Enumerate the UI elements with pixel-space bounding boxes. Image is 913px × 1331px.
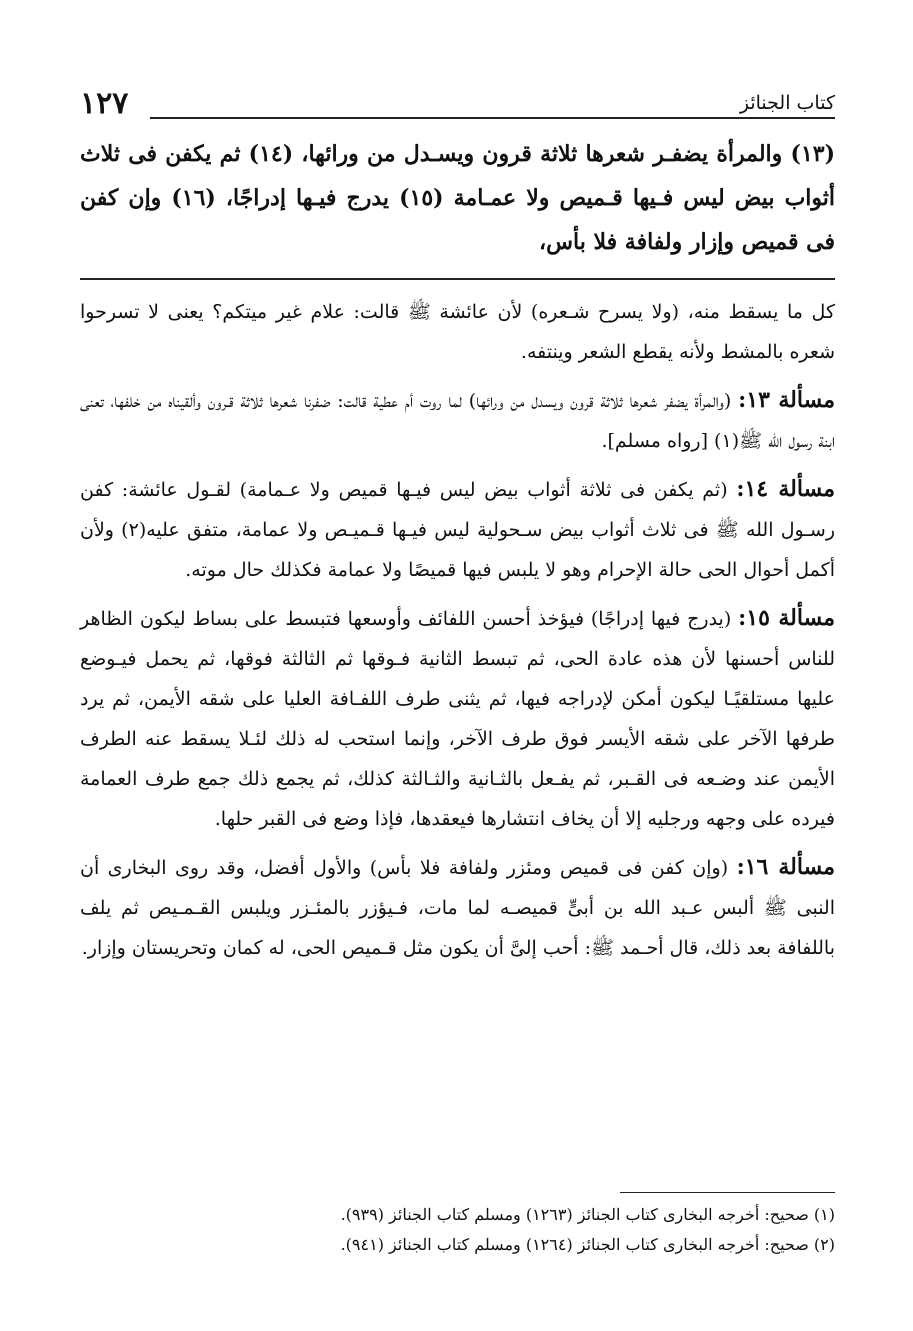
masala-16	[80, 847, 835, 968]
paragraph-continuation	[80, 292, 835, 372]
matn-divider	[80, 278, 835, 280]
footnote-2: (٢) صحيح: أخرجه البخارى كتاب الجنائز (١٢٦٤) ومسلم كتاب الجنائز (٩٤١).	[340, 1235, 835, 1254]
masala-label: مسألة ١٦:	[736, 854, 835, 880]
footnote-1: (١) صحيح: أخرجه البخارى كتاب الجنائز (١٢٦٣) ومسلم كتاب الجنائز (٩٣٩).	[340, 1205, 835, 1224]
running-title: كتاب الجنائز	[739, 92, 835, 114]
masala-13	[80, 380, 835, 461]
commentary	[80, 292, 835, 976]
masala-label: مسألة ١٤:	[736, 476, 835, 502]
footnotes	[80, 1200, 835, 1260]
footnote-rule	[620, 1192, 835, 1193]
page-number: ١٢٧	[80, 86, 129, 121]
paragraph-text: (ثم يكفن فى ثلاثة أثواب بيض ليس فيـها قميص ولا عـمامة) لقـول عائشة: كفن رسـول الله ﷺ فى ثلاث أثواب بيض سـحولية ليس فيـها قـميـص ولا عمامة، متفق عليه(٢) ولأن أكمل أحوال الحى حالة الإحرام وهو لا يلبس فيها قميصًا ولا عمامة فكذلك حال موته.	[80, 479, 835, 581]
paragraph-text: كل ما يسقط منه، (ولا يسرح شـعره) لأن عائشة ﷺ قالت: علام غير ميتكم؟ يعنى لا تسرحوا شعره بالمشط ولأنه يقطع الشعر وينتفه.	[80, 301, 835, 363]
masala-15	[80, 598, 835, 839]
paragraph-text: (وإن كفن فى قميص ومئزر ولفافة فلا بأس) والأول أفضل، وقد روى البخارى أن النبى ﷺ ألبس عـبد الله بن أبىٍّ قميصـه لما مات، فـيؤزر بالمئـزر ويلبس القـمـيص ثم يلف باللفافة بعد ذلك، قال أحـمد ﷺ: أحب إلىَّ أن يكون مثل قـميص الحى، له كمان وتحريستان وإزار.	[80, 857, 835, 959]
masala-label: مسألة ١٥:	[738, 605, 835, 631]
masala-14	[80, 469, 835, 590]
masala-label: مسألة ١٣:	[738, 387, 835, 413]
paragraph-text: (يدرج فيها إدراجًا) فيؤخذ أحسن اللفائف وأوسعها فتبسط على بساط ليكون الظاهر للناس أحسنها لأن هذه عادة الحى، ثم تبسط الثانية فـوقها ثم الثالثة فوقها، ثم يحمل فيـوضع عليها مستلقيًـا ليكون أمكن لإدراجه فيها، ثم يثنى طرف اللفـافة العليا على شقه الأيمن، ثم يرد طرفها الآخر على شقه الأيسر فوق طرف الآخر، وإنما استحب له ذلك لئـلا يسقط عنه الطرف الأيمن عند وضـعه فى القـبر، ثم يفـعل بالثـانية والثـالثة كذلك، ثم يجمع ذلك جمع طرف العمامة فيرده على وجهه ورجليه إلا أن يخاف انتشارها فيعقدها، فإذا وضع فى القبر حلها.	[80, 608, 835, 830]
paragraph-text: (والمرأة يضفر شعرها ثلاثة قرون ويسدل من ورائها) لما روت أم عطية قالت: ضفرنا شعرها ثلاثة قـرون وألقيناه من خلفها، تعنى ابنة رسول الله ﷺ(١) [رواه مسلم].	[80, 390, 835, 452]
matn-text: (١٣) والمرأة يضفـر شعرها ثلاثة قرون ويسـدل من ورائها، (١٤) ثم يكفن فى ثلاث أثواب بيض ليس فـيها قـميص ولا عمـامة (١٥) يدرج فيـها إدراجًا، (١٦) وإن كفن فى قميص وإزار ولفافة فلا بأس،	[80, 141, 835, 255]
page-header	[80, 86, 835, 120]
header-rule	[150, 117, 835, 119]
